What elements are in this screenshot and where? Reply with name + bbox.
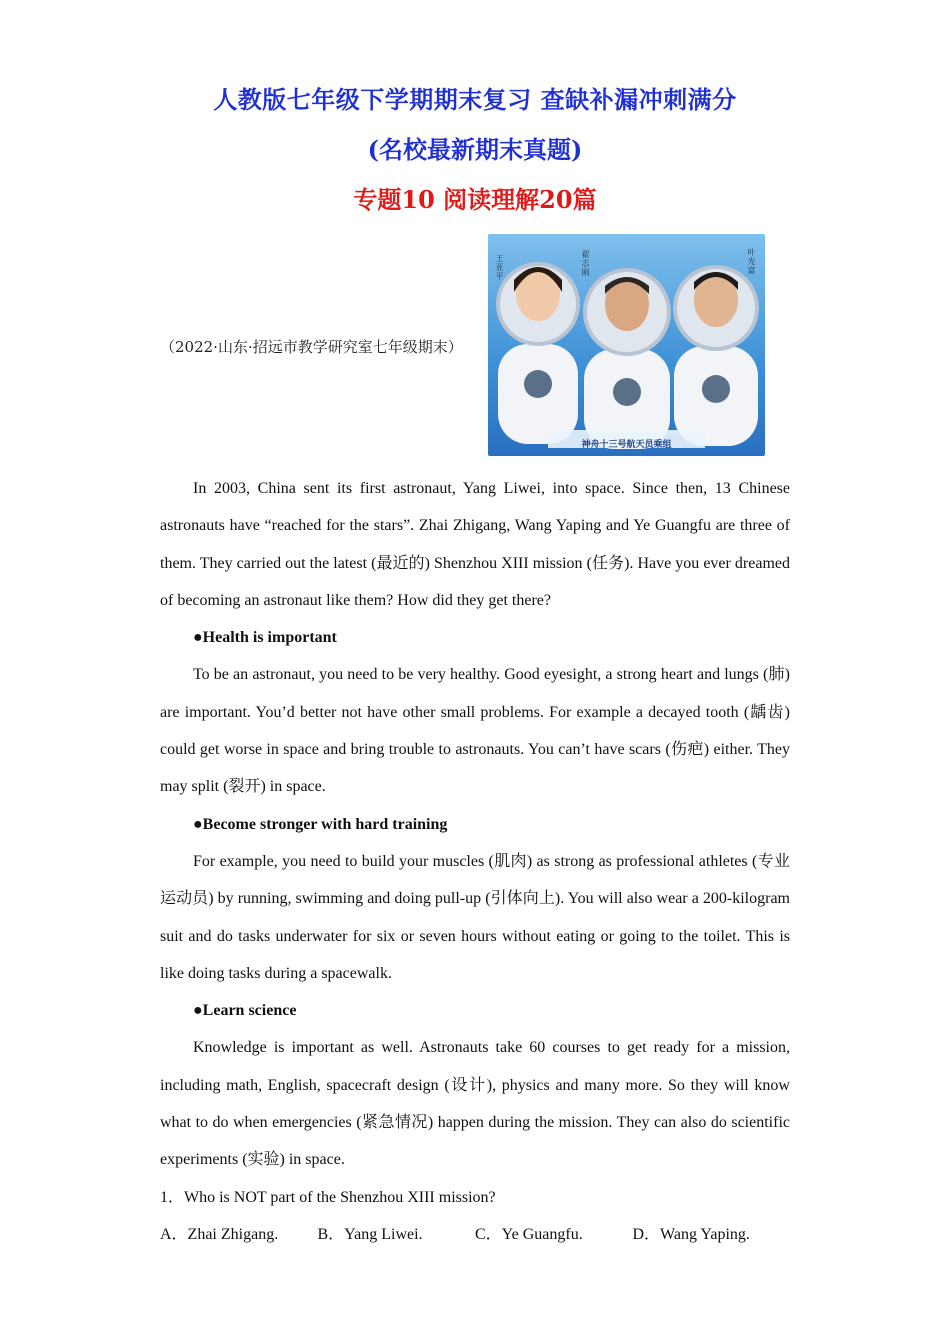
- option-c: C．Ye Guangfu.: [475, 1225, 583, 1243]
- doc-title-line1: 人教版七年级下学期期末复习 查缺补漏冲刺满分: [213, 85, 737, 114]
- option-b: B．Yang Liwei.: [317, 1225, 423, 1243]
- astronaut-figure: [498, 264, 578, 444]
- doc-title-line2: (名校最新期末真题): [367, 135, 583, 164]
- option-a: A．Zhai Zhigang.: [160, 1225, 279, 1243]
- section-heading: ●Learn science: [193, 1002, 297, 1020]
- section-text: To be an astronaut, you need to be very healthy. Good eyesight, a strong heart and lungs (肺) are important. You’d better not have other small problems. For example a decayed tooth (龋齿) could get worse in space and bring trouble to astronauts. You can’t have scars (伤疤) either. They may split (裂开) in space.: [160, 666, 790, 796]
- astronaut-figure: [674, 267, 758, 446]
- doc-title-line3: 专题10 阅读理解20篇: [353, 185, 597, 214]
- astronaut-figure: [584, 270, 670, 449]
- section-text: For example, you need to build your muscles (肌肉) as strong as professional athletes (专业运动员) by running, swimming and doing pull-up (引体向上). You will also wear a 200-kilogram suit and do tasks underwater for six or seven hours without eating or going to the toilet. This is like doing tasks during a spacewalk.: [160, 852, 790, 982]
- astronaut-name-label: 叶光富: [747, 248, 756, 275]
- astronauts-photo: [488, 234, 765, 456]
- section-heading: ●Become stronger with hard training: [193, 815, 448, 833]
- astronaut-name-label: 王亚平: [495, 254, 504, 281]
- source-citation: （2022·山东·招远市教学研究室七年级期末）: [160, 338, 463, 356]
- article-intro: In 2003, China sent its first astronaut, Yang Liwei, into space. Since then, 13 Chinese astronauts have “reached for the stars”. Zhai Zhigang, Wang Yaping and Ye Guangfu are three of them. They carried out the latest (最近的) Shenzhou XIII mission (任务). Have you ever dreamed of becoming an astronaut like them? How did they get there?: [160, 480, 790, 609]
- answer-options: [160, 1216, 790, 1253]
- option-d: D．Wang Yaping.: [632, 1225, 750, 1243]
- photo-caption: 神舟十三号航天员乘组: [581, 440, 672, 450]
- section-text: Knowledge is important as well. Astronauts take 60 courses to get ready for a mission, including math, English, spacecraft design (设计), physics and many more. So they will know what to do when emergencies (紧急情况) happen during the mission. They can also do scientific experiments (实验) in space.: [160, 1039, 790, 1169]
- section-heading: ●Health is important: [193, 629, 337, 647]
- astronaut-name-label: 翟志刚: [581, 250, 590, 277]
- question-stem: 1．Who is NOT part of the Shenzhou XIII mission?: [160, 1188, 496, 1206]
- article-body: [160, 470, 790, 1253]
